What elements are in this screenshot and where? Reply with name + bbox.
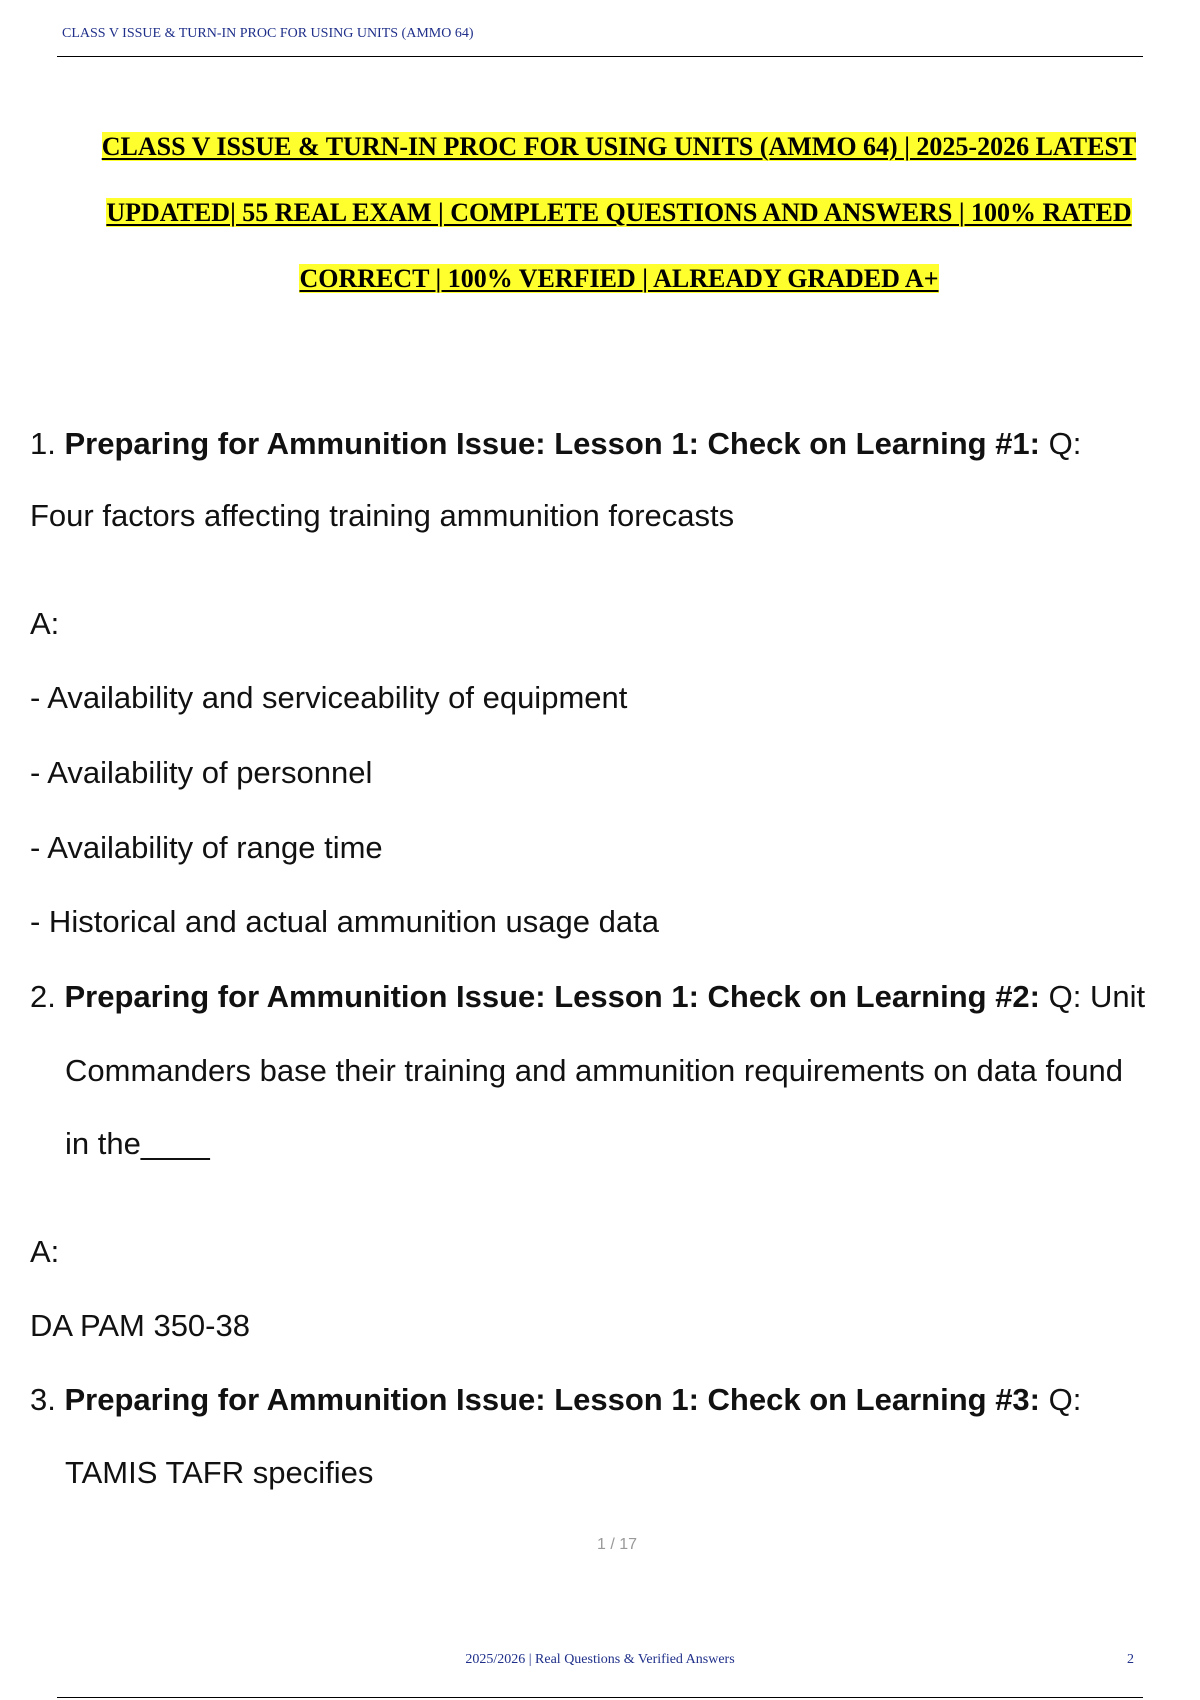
question-title: Preparing for Ammunition Issue: Lesson 1: Check on Learning #3:	[64, 1382, 1041, 1417]
question-1-text: Four factors affecting training ammunition forecasts	[30, 498, 735, 533]
question-number: 3.	[30, 1382, 56, 1417]
question-2-heading	[30, 979, 1145, 1015]
running-footer: 2025/2026 | Real Questions & Verified Answers	[465, 1652, 735, 1667]
answer-1-label: A:	[30, 606, 60, 641]
answer-1-line-2: - Availability of personnel	[30, 755, 373, 790]
header-divider	[57, 56, 1143, 57]
document-title	[50, 114, 1188, 312]
answer-1-line-3: - Availability of range time	[30, 830, 383, 865]
question-2-text-line-1: Commanders base their training and ammunition requirements on data found	[65, 1053, 1124, 1088]
running-header: CLASS V ISSUE & TURN-IN PROC FOR USING UNITS (AMMO 64)	[62, 26, 474, 41]
question-title: Preparing for Ammunition Issue: Lesson 1: Check on Learning #1:	[64, 426, 1041, 461]
page-indicator: 1 / 17	[596, 1536, 638, 1553]
answer-2-line-1: DA PAM 350-38	[30, 1308, 250, 1343]
title-line-1: CLASS V ISSUE & TURN-IN PROC FOR USING UNITS (AMMO 64) | 2025-2026 LATEST	[101, 132, 1137, 161]
footer-divider	[57, 1697, 1143, 1698]
title-line-3: CORRECT | 100% VERFIED | ALREADY GRADED A+	[299, 264, 939, 293]
question-number: 1.	[30, 426, 56, 461]
question-3-text: TAMIS TAFR specifies	[65, 1455, 374, 1490]
question-prefix: Q:	[1048, 426, 1082, 461]
answer-2-label: A:	[30, 1234, 60, 1269]
footer-page-number: 2	[1127, 1652, 1134, 1667]
question-prefix: Q: Unit	[1048, 979, 1146, 1014]
answer-1-line-1: - Availability and serviceability of equipment	[30, 680, 628, 715]
question-1-heading	[30, 426, 1081, 462]
question-title: Preparing for Ammunition Issue: Lesson 1: Check on Learning #2:	[64, 979, 1041, 1014]
title-line-2: UPDATED| 55 REAL EXAM | COMPLETE QUESTIONS AND ANSWERS | 100% RATED	[106, 198, 1132, 227]
question-prefix: Q:	[1048, 1382, 1082, 1417]
question-3-heading	[30, 1382, 1081, 1418]
question-number: 2.	[30, 979, 56, 1014]
answer-1-line-4: - Historical and actual ammunition usage data	[30, 904, 659, 939]
question-2-text-line-2: in the____	[65, 1126, 210, 1161]
